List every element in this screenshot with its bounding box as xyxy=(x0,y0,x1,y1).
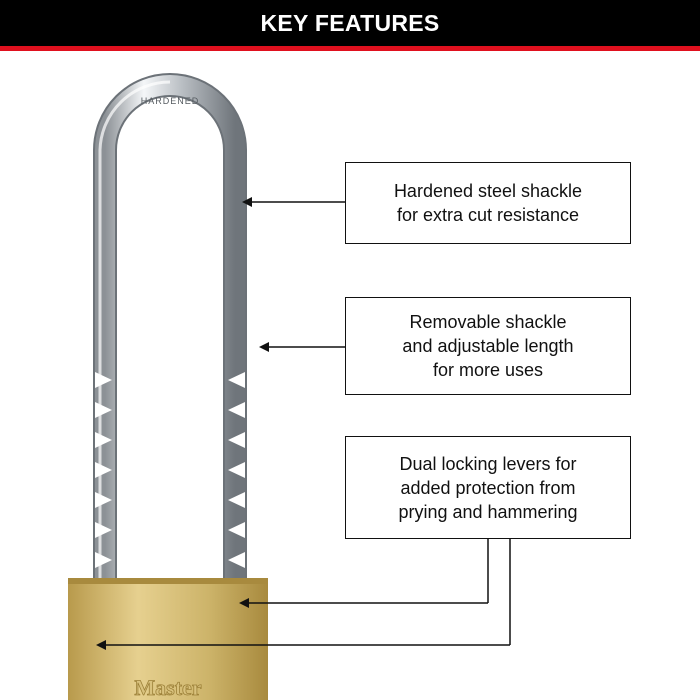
callout-dual-locking-levers xyxy=(345,436,631,539)
shackle xyxy=(95,82,245,595)
callout-text: Hardened steel shackle for extra cut resistance xyxy=(393,181,583,225)
callout-text: Removable shackle and adjustable length for more uses xyxy=(402,312,574,380)
page-title: KEY FEATURES xyxy=(260,9,440,36)
callout-removable-shackle xyxy=(345,297,631,395)
shackle-stamp: HARDENED xyxy=(140,96,200,106)
shackle-notches xyxy=(95,372,245,568)
callout-text: Dual locking levers for added protection from prying and hammering xyxy=(398,453,578,522)
callout-hardened-shackle xyxy=(345,162,631,244)
brand-logo-text: Master xyxy=(134,675,202,700)
